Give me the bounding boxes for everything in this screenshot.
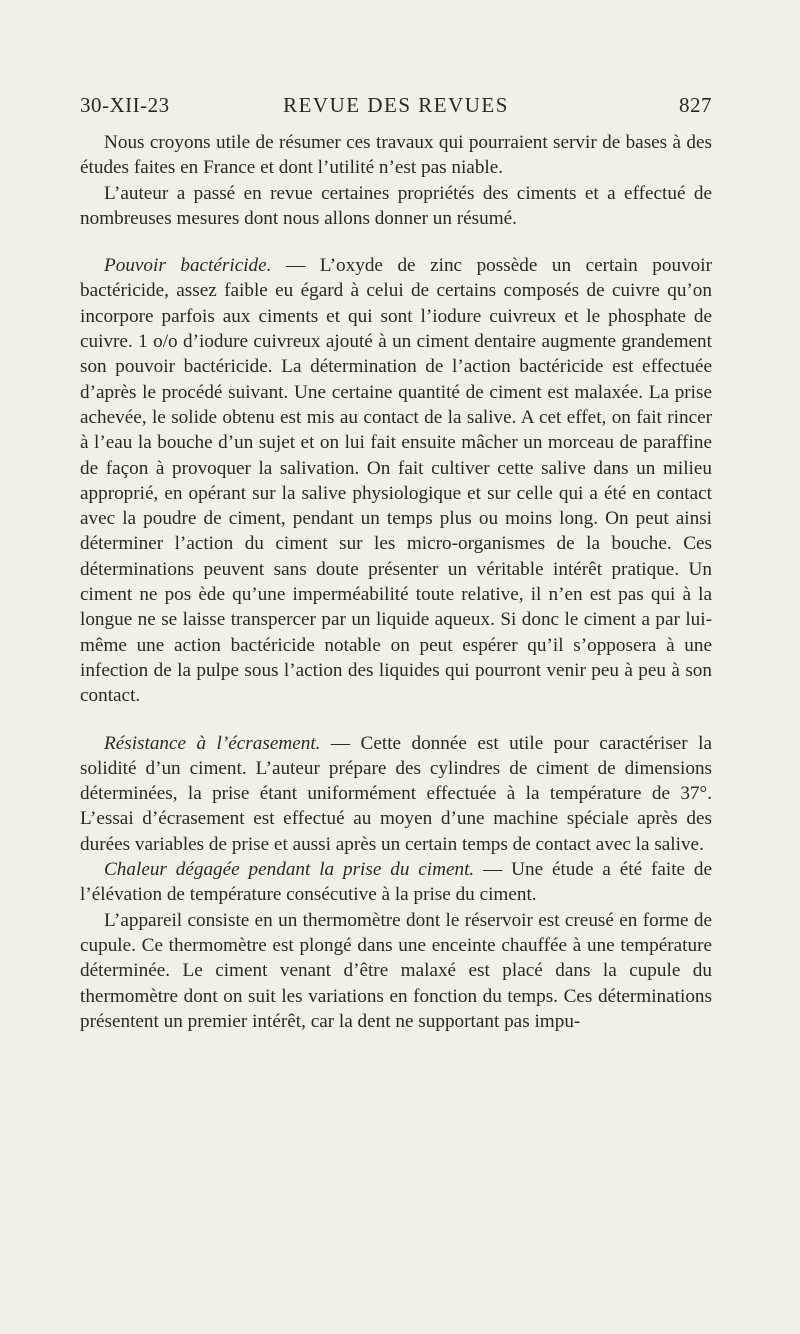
running-header [80,93,712,123]
paragraph-text: — Cette donnée est utile pour caractériser la solidité d’un ciment. L’auteur prépare des cylindres de ciment de dimensions déterminées, la prise étant uniformément effectuée à la température de 37°. L’essai d’écrasement est effectué au moyen d’une machine spéciale après des durées variables de prise et aussi après un certain temps de contact avec la salive. [80,732,712,855]
paragraph-text: L’auteur a passé en revue certaines propriétés des ciments et a effectué de nombreuses mesures dont nous allons donner un résumé. [80,182,712,229]
paragraph-heat-release [80,857,712,908]
section-run-in-heading: Chaleur dégagée pendant la prise du ciment. [104,859,475,881]
paragraph-bactericidal [80,253,712,708]
paragraph-text: L’appareil consiste en un thermomètre dont le réservoir est creusé en forme de cupule. Ce thermomètre est plongé dans une enceinte chauffée à une température déterminée. Le ciment venant d’être malaxé est placé dans la cupule du thermomètre dont on suit les variations en fonction du temps. Ces déterminations présentent un premier intérêt, car la dent ne supportant pas impu- [80,909,712,1032]
paragraph-crush-resistance [80,731,712,857]
article-body [80,130,712,1034]
header-date: 30-XII-23 [80,93,170,117]
paragraph-review [80,181,712,232]
paragraph-apparatus [80,908,712,1034]
paragraph-text: Nous croyons utile de résumer ces travaux qui pourraient servir de bases à des études faites en France et dont l’utilité n’est pas niable. [80,132,712,179]
section-run-in-heading: Pouvoir bactéricide. [104,255,272,277]
page-number: 827 [679,93,712,117]
section-run-in-heading: Résistance à l’écrasement. [104,732,321,754]
paragraph-text: — Une étude a été faite de l’élévation de température consécutive à la prise du ciment. [80,859,713,906]
journal-title: REVUE DES REVUES [283,93,509,117]
paragraph-intro [80,130,712,181]
paragraph-text: — L’oxyde de zinc possède un certain pouvoir bactéricide, assez faible eu égard à celui de certains composés de cuivre qu’on incorpore parfois aux ciments et qui sont l’iodure cuivreux et le phosphate de cuivre. 1 o/o d’iodure cuivreux ajouté à un ciment dentaire augmente grandement son pouvoir bactéricide. La détermination de l’action bactéricide est effectuée d’après le procédé suivant. Une certaine quantité de ciment est malaxée. La prise achevée, le solide obtenu est mis au contact de la salive. A cet effet, on fait rincer à l’eau la bouche d’un sujet et on lui fait ensuite mâcher un morceau de paraffine de façon à provoquer la salivation. On fait cultiver cette salive dans un milieu approprié, en opérant sur la salive physiologique et sur celle qui a été en contact avec la poudre de ciment, pendant un temps plus ou moins long. On peut ainsi déterminer l’action du ciment sur les micro-organismes de la bouche. Ces déterminations peuvent sans doute présenter un véritable intérêt pratique. Un ciment ne pos ède qu’une imperméabilité toute relative, il n’en est pas qui à la longue ne se laisse transpercer par un liquide aqueux. Si donc le ciment a par lui-même une action bactéricide notable on peut espérer qu’il s’opposera à une infection de la pulpe sous l’action des liquides qui pourront venir peu à peu à son contact. [80,255,712,707]
